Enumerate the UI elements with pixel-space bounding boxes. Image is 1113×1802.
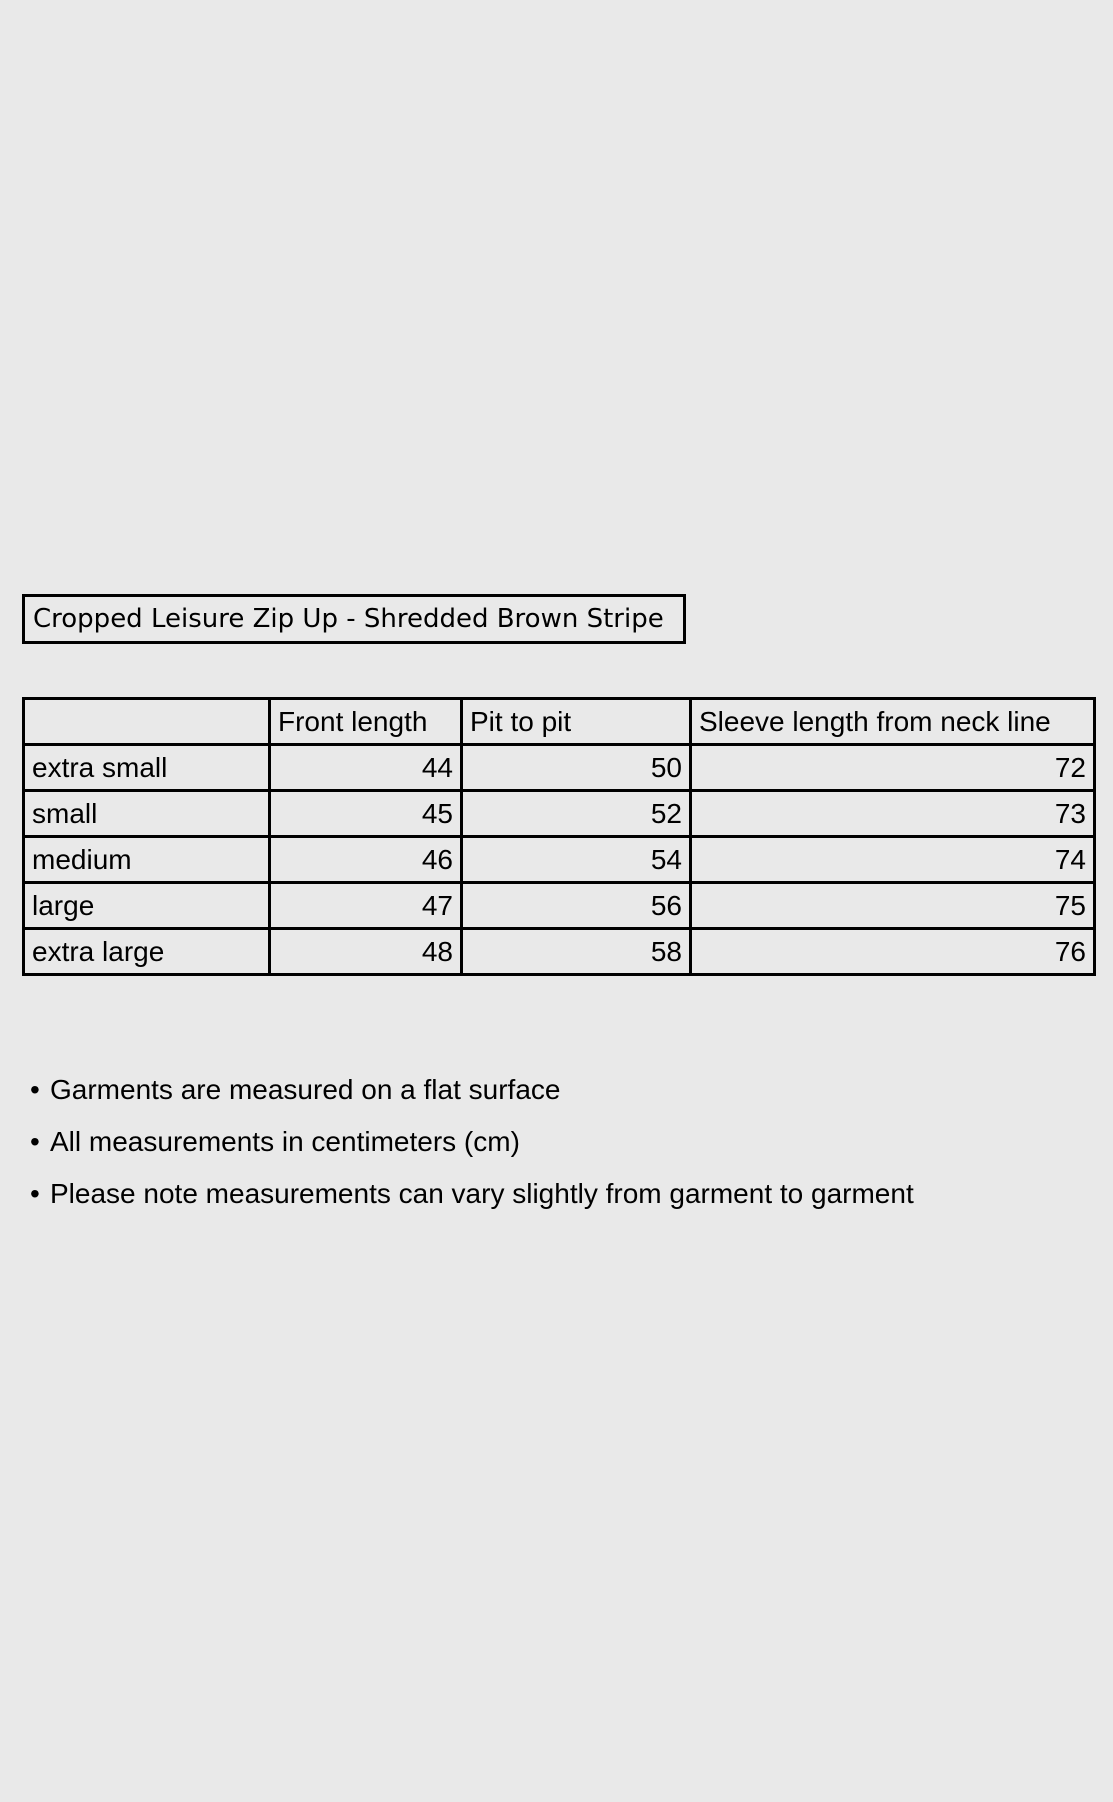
bullet-icon: • [30,1178,40,1209]
product-title: Cropped Leisure Zip Up - Shredded Brown Stripe [22,594,686,644]
header-front-length: Front length [270,699,462,745]
size-label: large [24,883,270,929]
size-label: extra large [24,929,270,975]
table-row [24,837,1095,883]
note-text: All measurements in centimeters (cm) [50,1126,520,1157]
table-row [24,929,1095,975]
list-item [30,1172,914,1224]
pit-to-pit-value: 54 [462,837,691,883]
size-label: small [24,791,270,837]
header-corner-cell [24,699,270,745]
size-label: medium [24,837,270,883]
pit-to-pit-value: 58 [462,929,691,975]
list-item [30,1120,914,1172]
table-row [24,791,1095,837]
table-row [24,883,1095,929]
sleeve-length-value: 73 [691,791,1095,837]
table-row [24,745,1095,791]
front-length-value: 45 [270,791,462,837]
front-length-value: 46 [270,837,462,883]
front-length-value: 48 [270,929,462,975]
sleeve-length-value: 75 [691,883,1095,929]
measurement-notes [30,1068,914,1224]
note-text: Garments are measured on a flat surface [50,1074,561,1105]
list-item [30,1068,914,1120]
note-text: Please note measurements can vary slightly from garment to garment [50,1178,914,1209]
pit-to-pit-value: 50 [462,745,691,791]
pit-to-pit-value: 56 [462,883,691,929]
pit-to-pit-value: 52 [462,791,691,837]
header-pit-to-pit: Pit to pit [462,699,691,745]
front-length-value: 47 [270,883,462,929]
size-label: extra small [24,745,270,791]
sleeve-length-value: 76 [691,929,1095,975]
size-chart-table [22,697,1096,976]
sleeve-length-value: 72 [691,745,1095,791]
bullet-icon: • [30,1074,40,1105]
table-header-row [24,699,1095,745]
bullet-icon: • [30,1126,40,1157]
header-sleeve-length: Sleeve length from neck line [691,699,1095,745]
sleeve-length-value: 74 [691,837,1095,883]
front-length-value: 44 [270,745,462,791]
